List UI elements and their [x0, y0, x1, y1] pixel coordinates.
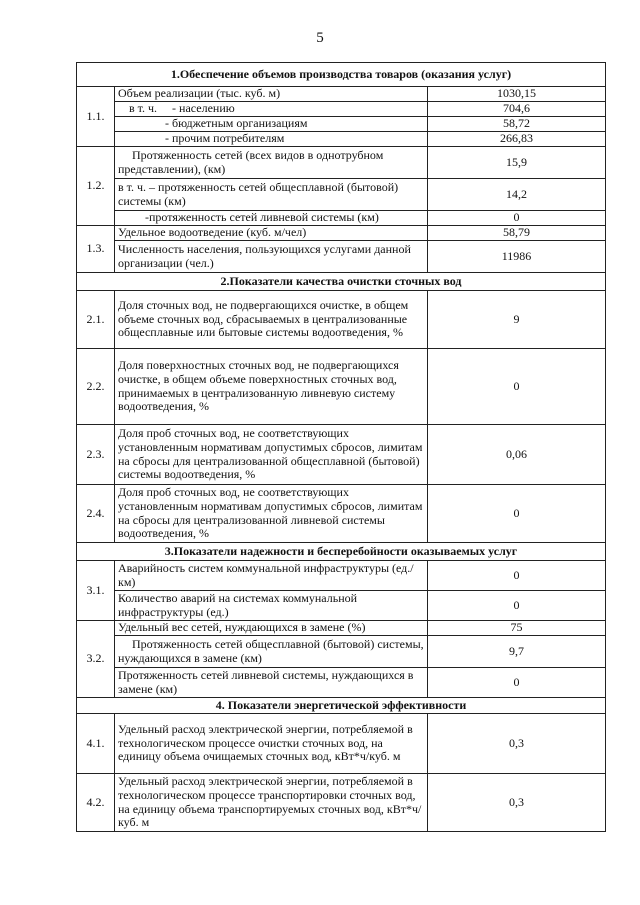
indicator-value: 58,79	[428, 226, 606, 241]
indicator-text: Протяженность сетей (всех видов в однотрубном представлении), (км)	[115, 147, 428, 179]
section-2-header	[77, 273, 606, 291]
section-title: 4. Показатели энергетической эффективности	[77, 698, 606, 714]
indicator-value: 0,3	[428, 774, 606, 832]
indicator-text: - прочим потребителям	[115, 132, 428, 147]
indicator-value: 15,9	[428, 147, 606, 179]
table-row	[77, 291, 606, 349]
table-row	[77, 87, 606, 102]
table-row	[77, 425, 606, 485]
indicator-value: 0	[428, 591, 606, 621]
indicator-value: 14,2	[428, 179, 606, 211]
indicator-text: в т. ч. - населению	[115, 102, 428, 117]
table-row	[77, 226, 606, 241]
indicator-value: 0	[428, 668, 606, 698]
table-row	[77, 714, 606, 774]
indicator-text: Доля поверхностных сточных вод, не подвергающихся очистке, в общем объеме поверхностных сточных вод, принимаемых в централизованную ливневую систему водоотведения, %	[115, 349, 428, 425]
indicator-text: -протяженность сетей ливневой системы (км)	[115, 211, 428, 226]
table-row	[77, 102, 606, 117]
table-row	[77, 591, 606, 621]
table-row	[77, 211, 606, 226]
row-number: 1.3.	[77, 226, 115, 273]
table-row	[77, 561, 606, 591]
indicator-text: Количество аварий на системах коммунальной инфраструктуры (ед.)	[115, 591, 428, 621]
indicator-text: в т. ч. – протяженность сетей общесплавной (бытовой) системы (км)	[115, 179, 428, 211]
indicator-value: 75	[428, 621, 606, 636]
indicator-text: Доля проб сточных вод, не соответствующих установленным нормативам допустимых сбросов, лимитам на сбросы для централизованной ливневой системы водоотведения, %	[115, 485, 428, 543]
row-number: 2.1.	[77, 291, 115, 349]
indicator-value: 0	[428, 211, 606, 226]
indicator-text: Численность населения, пользующихся услугами данной организации (чел.)	[115, 241, 428, 273]
indicator-value: 9,7	[428, 636, 606, 668]
indicator-text: Удельный расход электрической энергии, потребляемой в технологическом процессе транспортировки сточных вод, на единицу объема транспортируемых сточных вод, кВт*ч/куб. м	[115, 774, 428, 832]
indicator-text: Доля проб сточных вод, не соответствующих установленным нормативам допустимых сбросов, лимитам на сбросы для централизованной общесплавной (бытовой) системы водоотведения, %	[115, 425, 428, 485]
indicator-text: - бюджетным организациям	[115, 117, 428, 132]
row-number: 1.1.	[77, 87, 115, 147]
indicator-text: Протяженность сетей ливневой системы, нуждающихся в замене (км)	[115, 668, 428, 698]
page-number: 5	[316, 30, 324, 46]
indicator-text: Удельный вес сетей, нуждающихся в замене (%)	[115, 621, 428, 636]
section-4-header	[77, 698, 606, 714]
section-title: 3.Показатели надежности и бесперебойности оказываемых услуг	[77, 543, 606, 561]
indicator-text: Объем реализации (тыс. куб. м)	[115, 87, 428, 102]
indicator-value: 9	[428, 291, 606, 349]
indicator-value: 0	[428, 485, 606, 543]
indicator-value: 1030,15	[428, 87, 606, 102]
indicator-text: Удельное водоотведение (куб. м/чел)	[115, 226, 428, 241]
indicator-text: Удельный расход электрической энергии, потребляемой в технологическом процессе очистки сточных вод, на единицу объема очищаемых сточных вод, кВт*ч/куб. м	[115, 714, 428, 774]
row-number: 4.1.	[77, 714, 115, 774]
row-number: 3.2.	[77, 621, 115, 698]
table-row	[77, 636, 606, 668]
indicator-value: 11986	[428, 241, 606, 273]
indicator-text: Доля сточных вод, не подвергающихся очистке, в общем объеме сточных вод, сбрасываемых в централизованные общесплавные или бытовые системы водоотведения, %	[115, 291, 428, 349]
row-number: 2.3.	[77, 425, 115, 485]
indicator-text: Протяженность сетей общесплавной (бытовой) системы, нуждающихся в замене (км)	[115, 636, 428, 668]
row-number: 2.4.	[77, 485, 115, 543]
table-row	[77, 668, 606, 698]
section-title: 1.Обеспечение объемов производства товаров (оказания услуг)	[77, 63, 606, 87]
row-number: 1.2.	[77, 147, 115, 226]
indicators-table	[76, 62, 606, 832]
table-row	[77, 132, 606, 147]
row-number: 4.2.	[77, 774, 115, 832]
indicator-text: Аварийность систем коммунальной инфраструктуры (ед./км)	[115, 561, 428, 591]
section-3-header	[77, 543, 606, 561]
table-row	[77, 147, 606, 179]
section-1-header	[77, 63, 606, 87]
table-row	[77, 117, 606, 132]
row-number: 2.2.	[77, 349, 115, 425]
indicator-value: 0,06	[428, 425, 606, 485]
indicator-value: 266,83	[428, 132, 606, 147]
table-row	[77, 241, 606, 273]
indicator-value: 58,72	[428, 117, 606, 132]
table-row	[77, 179, 606, 211]
table-row	[77, 485, 606, 543]
section-title: 2.Показатели качества очистки сточных вод	[77, 273, 606, 291]
indicator-value: 0,3	[428, 714, 606, 774]
indicator-value: 0	[428, 349, 606, 425]
table-row	[77, 349, 606, 425]
table-row	[77, 774, 606, 832]
table-row	[77, 621, 606, 636]
row-number: 3.1.	[77, 561, 115, 621]
indicator-value: 0	[428, 561, 606, 591]
indicator-value: 704,6	[428, 102, 606, 117]
